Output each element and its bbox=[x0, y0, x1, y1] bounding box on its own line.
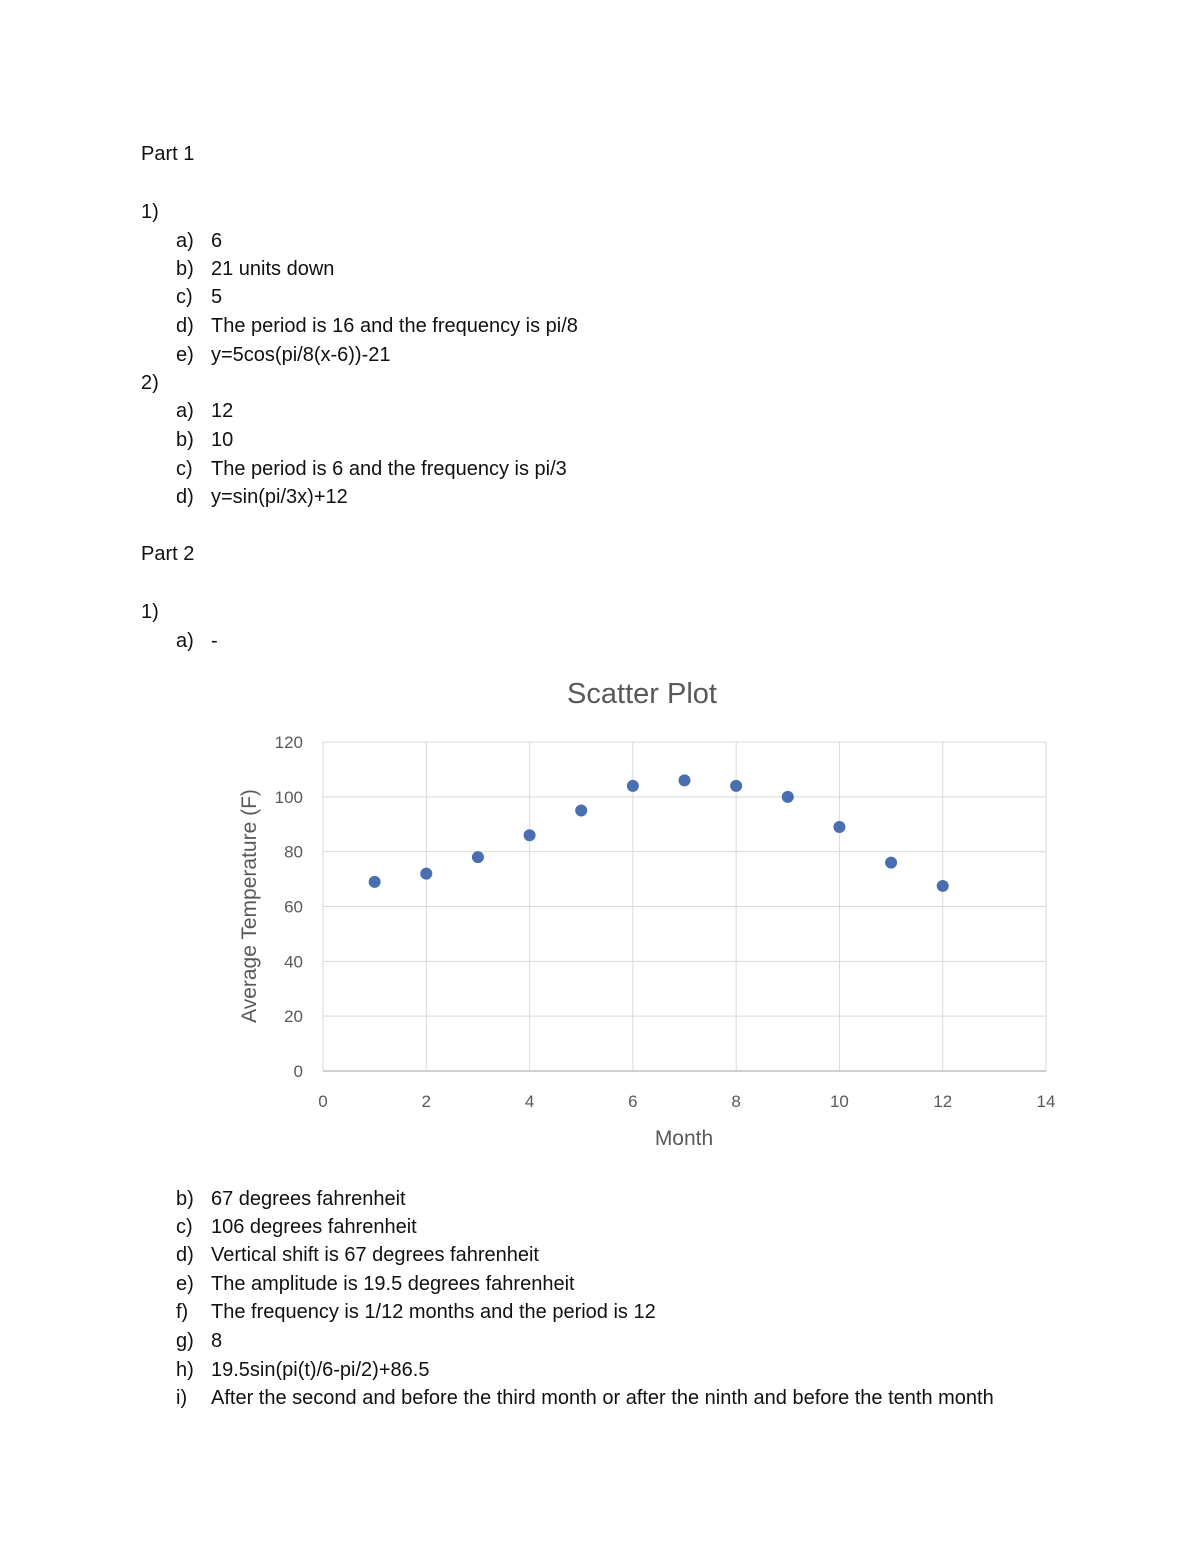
y-tick-label: 80 bbox=[284, 842, 303, 862]
chart-ticks bbox=[275, 733, 1056, 1111]
list-item-label: i) bbox=[176, 1387, 188, 1409]
part1-q2-number: 2) bbox=[141, 372, 159, 394]
y-tick-label: 20 bbox=[284, 1007, 303, 1027]
y-tick-label: 0 bbox=[293, 1062, 303, 1081]
list-item-text: 106 degrees fahrenheit bbox=[211, 1216, 417, 1238]
list-item-text: The frequency is 1/12 months and the period is 12 bbox=[211, 1301, 656, 1323]
part1-q1-number: 1) bbox=[141, 201, 159, 223]
list-item-text: 12 bbox=[211, 400, 234, 422]
list-item-label: d) bbox=[176, 1244, 194, 1266]
list-item-label: e) bbox=[176, 344, 194, 366]
list-item-text: 19.5sin(pi(t)/6-pi/2)+86.5 bbox=[211, 1359, 430, 1381]
scatter-point bbox=[627, 780, 639, 792]
x-tick-label: 2 bbox=[421, 1092, 432, 1111]
list-item-label: b) bbox=[176, 1188, 194, 1210]
list-item-text: 10 bbox=[211, 429, 234, 451]
x-tick-label: 0 bbox=[318, 1092, 328, 1111]
scatter-point bbox=[730, 780, 742, 792]
part1-heading: Part 1 bbox=[141, 143, 195, 165]
list-item-text: 5 bbox=[211, 286, 223, 308]
y-tick-label: 40 bbox=[284, 952, 303, 972]
list-item-text: y=5cos(pi/8(x-6))-21 bbox=[211, 344, 391, 366]
list-item-text: Vertical shift is 67 degrees fahrenheit bbox=[211, 1244, 539, 1266]
scatter-point bbox=[524, 829, 536, 841]
part2-q1-number: 1) bbox=[141, 601, 159, 623]
chart-xlabel: Month bbox=[654, 1127, 714, 1150]
scatter-point bbox=[833, 821, 845, 833]
list-item-text: After the second and before the third month or after the ninth and before the tenth month bbox=[211, 1387, 994, 1409]
chart-title: Scatter Plot bbox=[567, 678, 717, 710]
list-item-label: c) bbox=[176, 1216, 193, 1238]
scatter-point bbox=[420, 868, 432, 880]
list-item-label: c) bbox=[176, 458, 193, 480]
y-tick-label: 100 bbox=[274, 787, 303, 807]
scatter-point bbox=[937, 880, 949, 892]
scatter-point bbox=[369, 876, 381, 888]
list-item-label: b) bbox=[176, 429, 194, 451]
x-tick-label: 14 bbox=[1036, 1092, 1056, 1111]
scatter-point bbox=[679, 774, 691, 786]
scatter-point bbox=[575, 805, 587, 817]
scatter-point bbox=[782, 791, 794, 803]
chart-ylabel: Average Temperature (F) bbox=[238, 789, 261, 1023]
x-tick-label: 10 bbox=[829, 1092, 849, 1111]
list-item-text: 8 bbox=[211, 1330, 223, 1352]
list-item-label: e) bbox=[176, 1273, 194, 1295]
list-item-label: a) bbox=[176, 230, 194, 252]
list-item-text: 67 degrees fahrenheit bbox=[211, 1188, 406, 1210]
list-item-text: 21 units down bbox=[211, 258, 335, 280]
list-item-label: h) bbox=[176, 1359, 194, 1381]
chart-grid bbox=[323, 742, 1046, 1071]
list-item-label: a) bbox=[176, 630, 194, 652]
list-item-text: 6 bbox=[211, 230, 223, 252]
x-tick-label: 8 bbox=[731, 1092, 741, 1111]
part2-heading: Part 2 bbox=[141, 543, 195, 565]
x-tick-label: 6 bbox=[628, 1092, 638, 1111]
list-item-label: d) bbox=[176, 315, 194, 337]
x-tick-label: 12 bbox=[933, 1092, 953, 1111]
list-item-text: - bbox=[211, 630, 218, 652]
x-tick-label: 4 bbox=[524, 1092, 535, 1111]
scatter-point bbox=[472, 851, 484, 863]
list-item-label: d) bbox=[176, 486, 194, 508]
chart-points bbox=[369, 774, 949, 892]
list-item-label: g) bbox=[176, 1330, 194, 1352]
y-tick-label: 120 bbox=[274, 733, 303, 752]
y-tick-label: 60 bbox=[284, 897, 303, 917]
list-item-text: The amplitude is 19.5 degrees fahrenheit bbox=[211, 1273, 575, 1295]
list-item-text: y=sin(pi/3x)+12 bbox=[211, 486, 348, 508]
list-item-label: b) bbox=[176, 258, 194, 280]
list-item-label: f) bbox=[176, 1301, 189, 1323]
list-item-label: c) bbox=[176, 286, 193, 308]
scatter-point bbox=[885, 857, 897, 869]
list-item-label: a) bbox=[176, 400, 194, 422]
list-item-text: The period is 6 and the frequency is pi/3 bbox=[211, 458, 567, 480]
list-item-text: The period is 16 and the frequency is pi/8 bbox=[211, 315, 578, 337]
